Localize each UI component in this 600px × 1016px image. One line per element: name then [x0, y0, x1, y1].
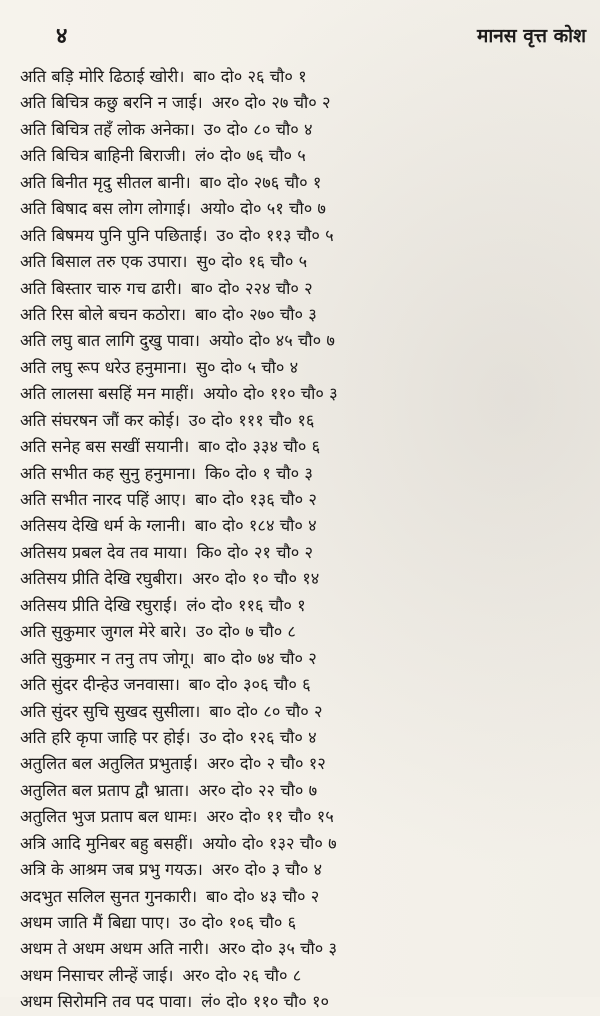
- list-item: [20, 831, 595, 857]
- list-item: [20, 196, 595, 222]
- verse-reference: बा० दो० १३६ चौ० २: [195, 490, 317, 509]
- verse-reference: बा० दो० ४३ चौ० २: [206, 886, 320, 906]
- list-item: [20, 381, 595, 407]
- list-item: [20, 434, 595, 460]
- verse-reference: सु० दो० ५ चौ० ४: [195, 357, 299, 377]
- list-item: [20, 64, 595, 90]
- verse-reference: बा० दो० ३३४ चौ० ६: [198, 437, 321, 457]
- verse-phrase: अत्रि के आश्रम जब प्रभु गयऊ।: [20, 860, 203, 880]
- list-item: [20, 857, 595, 883]
- list-item: [20, 408, 595, 434]
- list-item: [20, 672, 595, 698]
- verse-reference: उ० दो० १११ चौ० १६: [188, 410, 315, 430]
- verse-phrase: अति बिषमय पुनि पुनि पछिताई।: [20, 225, 208, 245]
- list-item: [20, 461, 595, 487]
- verse-phrase: अतुलित बल अतुलित प्रभुताई।: [20, 754, 198, 774]
- verse-phrase: अति संघरषन जौं कर कोई।: [20, 410, 180, 430]
- list-item: [20, 513, 595, 539]
- verse-reference: बा० दो० ७४ चौ० २: [203, 648, 317, 668]
- list-item: [20, 619, 595, 645]
- verse-phrase: अति बिनीत मृदु सीतल बानी।: [20, 172, 191, 192]
- verse-reference: सु० दो० १६ चौ० ५: [196, 252, 308, 272]
- page-number: ४: [56, 24, 68, 49]
- verse-phrase: अति बिचित्र बाहिनी बिराजी।: [20, 146, 187, 166]
- verse-reference: अर० दो० २ चौ० १२: [206, 754, 326, 774]
- list-item: [20, 910, 595, 936]
- list-item: [20, 699, 595, 725]
- list-item: [20, 355, 595, 381]
- verse-reference: अर० दो० ३ चौ० ४: [211, 860, 323, 880]
- verse-reference: उ० दो० ७ चौ० ८: [195, 622, 296, 642]
- verse-phrase: अति सुकुमार जुगल मेरे बारे।: [20, 622, 187, 642]
- verse-reference: लं० दो० ११६ चौ० १: [186, 595, 306, 615]
- verse-phrase: अत्रि आदि मुनिबर बहु बसहीं।: [20, 833, 194, 853]
- list-item: [20, 90, 595, 116]
- list-item: [20, 963, 595, 989]
- verse-phrase: अतुलित बल प्रताप द्वौ भ्राता।: [20, 780, 190, 800]
- verse-reference: उ० दो० १२६ चौ० ४: [199, 727, 317, 747]
- list-item: [20, 593, 595, 619]
- verse-reference: बा० दो० १८४ चौ० ४: [194, 516, 317, 536]
- list-item: [20, 778, 595, 804]
- verse-reference: बा० दो० २६ चौ० १: [193, 67, 307, 86]
- verse-reference: अयो० दो० ५१ चौ० ७: [200, 199, 326, 219]
- verse-reference: अर० दो० २६ चौ० ८: [182, 965, 302, 985]
- verse-phrase: अति सनेह बस सखीं सयानी।: [20, 437, 190, 457]
- list-item: [20, 725, 595, 751]
- verse-reference: लं० दो० ७६ चौ० ५: [195, 146, 306, 166]
- list-item: [20, 989, 595, 1015]
- verse-reference: कि० दो० २१ चौ० २: [196, 542, 314, 562]
- list-item: [20, 884, 595, 910]
- verse-reference: अर० दो० १० चौ० १४: [192, 569, 320, 589]
- verse-phrase: अति सभीत नारद पहिं आए।: [20, 490, 187, 509]
- verse-phrase: अति सुंदर दीन्हेउ जनवासा।: [20, 675, 180, 695]
- verse-reference: बा० दो० २७० चौ० ३: [195, 304, 317, 324]
- list-item: [20, 487, 595, 513]
- verse-phrase: अति रिस बोले बचन कठोरा।: [20, 304, 187, 324]
- verse-reference: उ० दो० ८० चौ० ४: [203, 119, 313, 139]
- verse-reference: बा० दो० २७६ चौ० १: [199, 172, 322, 192]
- verse-reference: अर० दो० २२ चौ० ७: [198, 780, 318, 800]
- verse-phrase: अधम निसाचर लीन्हें जाई।: [20, 965, 174, 985]
- list-item: [20, 566, 595, 592]
- verse-phrase: अतिसय प्रीति देखि रघुबीरा।: [20, 569, 183, 589]
- verse-phrase: अति बिस्तार चारु गच ढारी।: [20, 278, 182, 298]
- verse-phrase: अति लालसा बसहिं मन माहीं।: [20, 384, 195, 404]
- verse-reference: उ० दो० १०६ चौ० ६: [179, 913, 297, 932]
- verse-reference: बा० दो० ८० चौ० २: [209, 701, 323, 721]
- list-item: [20, 249, 595, 275]
- list-item: [20, 143, 595, 169]
- verse-reference: अयो० दो० ४५ चौ० ७: [208, 331, 335, 351]
- list-item: [20, 646, 595, 672]
- verse-phrase: अति बिषाद बस लोग लोगाई।: [20, 199, 192, 219]
- list-item: [20, 117, 595, 143]
- verse-phrase: अति हरि कृपा जाहि पर होई।: [20, 727, 191, 747]
- verse-phrase: अधम जाति मैं बिद्या पाए।: [20, 913, 171, 932]
- verse-phrase: अति बिचित्र कछु बरनि न जाई।: [20, 93, 203, 113]
- list-item: [20, 540, 595, 566]
- verse-reference: अर० दो० २७ चौ० २: [211, 93, 331, 113]
- verse-phrase: अति बिसाल तरु एक उपारा।: [20, 252, 188, 272]
- verse-index-list: [20, 64, 595, 1016]
- verse-phrase: अति सुकुमार न तनु तप जोगू।: [20, 648, 195, 668]
- verse-phrase: अधम ते अधम अधम अति नारी।: [20, 939, 210, 959]
- verse-phrase: अतुलित भुज प्रताप बल धामः।: [20, 807, 198, 827]
- verse-reference: बा० दो० ३०६ चौ० ६: [188, 675, 311, 695]
- verse-reference: अर० दो० ११ चौ० १५: [206, 807, 334, 827]
- verse-phrase: अधम सिरोमनि तव पद पावा।: [20, 992, 193, 1012]
- verse-reference: लं० दो० ११० चौ० १०: [201, 992, 330, 1012]
- verse-reference: बा० दो० २२४ चौ० २: [190, 278, 313, 298]
- list-item: [20, 804, 595, 830]
- book-title: मानस वृत्त कोश: [476, 25, 586, 47]
- verse-reference: अयो० दो० १३२ चौ० ७: [202, 833, 337, 853]
- page-header: [0, 14, 600, 50]
- list-item: [20, 276, 595, 302]
- verse-phrase: अति लघु रूप धरेउ हनुमाना।: [20, 357, 187, 377]
- verse-reference: उ० दो० ११३ चौ० ५: [216, 225, 334, 245]
- verse-reference: अयो० दो० ११० चौ० ३: [203, 384, 338, 404]
- verse-phrase: अति बिचित्र तहँ लोक अनेका।: [20, 119, 195, 139]
- verse-reference: कि० दो० १ चौ० ३: [205, 463, 313, 483]
- verse-phrase: अति लघु बात लागि दुखु पावा।: [20, 331, 200, 351]
- list-item: [20, 223, 595, 249]
- verse-phrase: अति सुंदर सुचि सुखद सुसीला।: [20, 701, 201, 721]
- verse-phrase: अदभुत सलिल सुनत गुनकारी।: [20, 886, 198, 906]
- verse-phrase: अति बड़ि मोरि ढिठाई खोरी।: [20, 67, 185, 86]
- verse-phrase: अति सभीत कह सुनु हनुमाना।: [20, 463, 197, 483]
- list-item: [20, 302, 595, 328]
- verse-phrase: अतिसय प्रीति देखि रघुराई।: [20, 595, 178, 615]
- verse-reference: अर० दो० ३५ चौ० ३: [218, 939, 338, 959]
- list-item: [20, 170, 595, 196]
- verse-phrase: अतिसय देखि धर्म के ग्लानी।: [20, 516, 186, 536]
- list-item: [20, 751, 595, 777]
- list-item: [20, 328, 595, 354]
- verse-phrase: अतिसय प्रबल देव तव माया।: [20, 542, 188, 562]
- list-item: [20, 936, 595, 962]
